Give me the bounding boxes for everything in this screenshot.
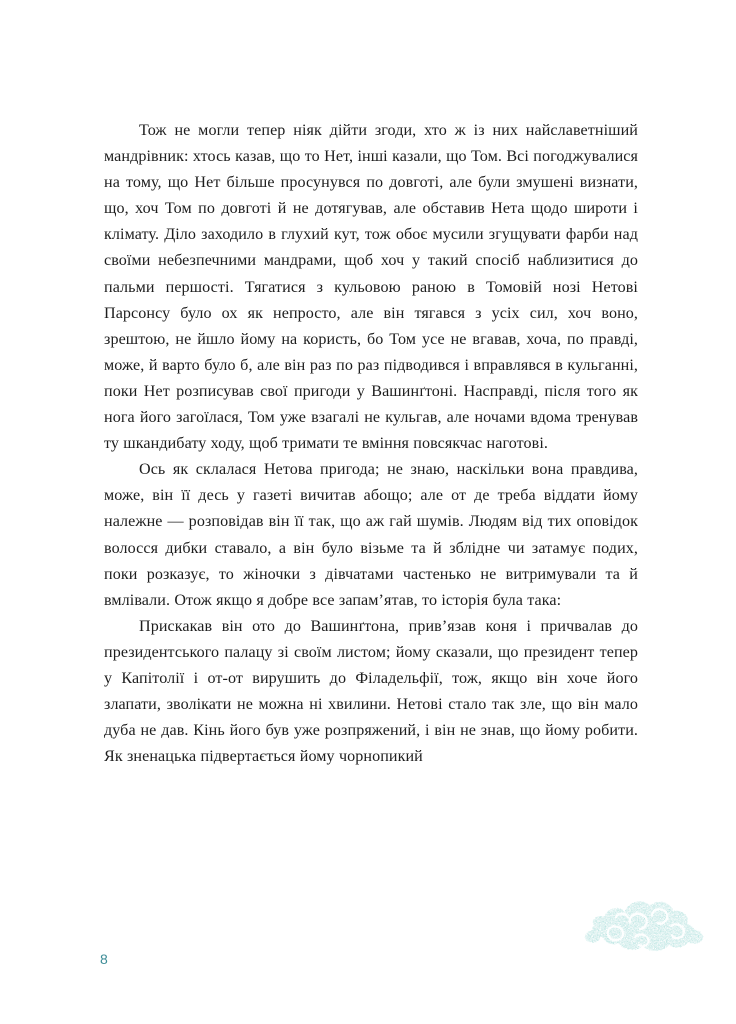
paragraph: Прискакав він ото до Вашинґтона, прив’язав коня і причвалав до президентського палацу зі своїм листом; йому сказали, що президент тепер у Капітолії і от-от вирушить до Філадельфії, тож, якщо він хоче його злапати, зволікати не можна ні хвилини. Нетові стало так зле, що він мало дуба не дав. Кінь його був уже розпряжений, і він не знав, що йому робити. Як зненацька підвертається йому чорнопикий: [104, 617, 638, 766]
cloud-ornament-icon: [583, 893, 707, 959]
page-number: 8: [100, 951, 109, 967]
body-text: [104, 118, 638, 770]
paragraph: Ось як склалася Нетова пригода; не знаю, наскільки вона правдива, може, він її десь у газеті вичитав абощо; але от де треба віддати йому належне — розповідав він її так, що аж гай шумів. Людям від тих оповідок волосся дибки ставало, а він було візьме та й зблідне чи затамує подих, поки розказує, то жіночки з дівчатами частенько не витримували та й вмлівали. Отож якщо я добре все запам’ятав, то історія була така:: [104, 461, 638, 609]
paragraph: Тож не могли тепер ніяк дійти згоди, хто ж із них найславетніший мандрівник: хтось казав, що то Нет, інші казали, що Том. Всі погоджувалися на тому, що Нет більше просунувся по довготі, але були змушені визнати, що, хоч Том по довготі й не дотягував, але обставив Нета щодо широти і клімату. Діло заходило в глухий кут, тож обоє мусили згущувати фарби над своїми небезпечними мандрами, щоб хоч у такий спосіб наблизитися до пальми першості. Тягатися з кульовою раною в Томовій нозі Нетові Парсонсу було ох як непросто, але він тягався з усіх сил, хоч воно, зрештою, не йшло йому на користь, бо Том усе не вгавав, хоча, по правді, може, й варто було б, але він раз по раз підводився і вправлявся в кульганні, поки Нет розписував свої пригоди у Вашинґтоні. Насправді, після того як нога його загоїлася, Том уже взагалі не кульгав, але ночами вдома тренував ту шкандибату ходу, щоб тримати те вміння повсякчас наготові.: [104, 122, 638, 453]
